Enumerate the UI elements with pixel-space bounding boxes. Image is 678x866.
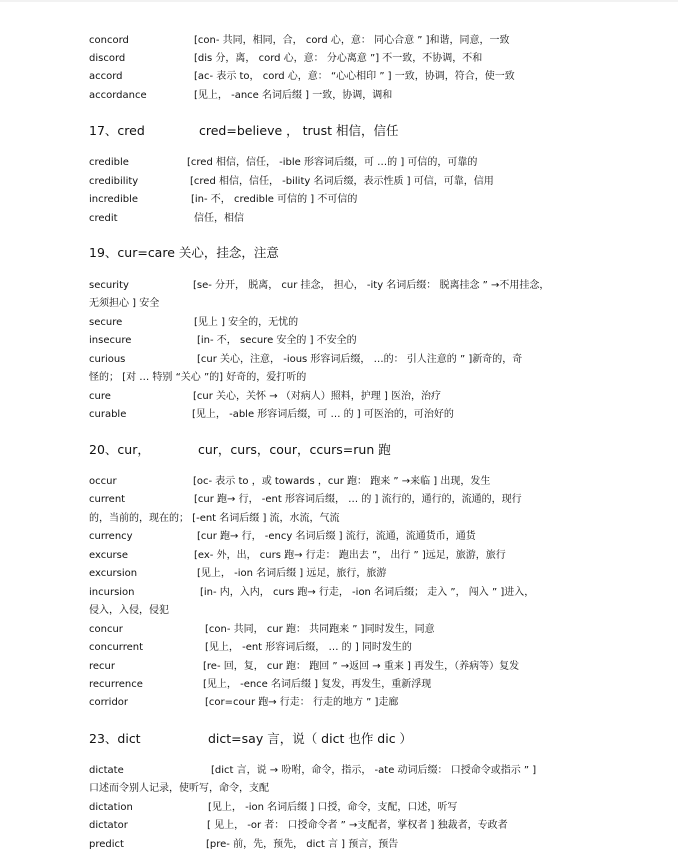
entry-continuation: 口述而令别人记录，使听写，命令，支配 — [89, 783, 269, 794]
section-number: 20、cur， — [89, 442, 150, 457]
entry-word: recurrence — [89, 679, 143, 690]
entry-definition: [见上， -ence 名词后缀 ] 复发，再发生，重新浮现 — [203, 679, 432, 690]
entry-word: secure — [89, 317, 123, 328]
entry-word: predict — [89, 839, 124, 850]
entry-definition: [cor=cour 跑→ 行走： 行走的地方 ” ]走廊 — [205, 697, 399, 708]
entry-word: dictate — [89, 765, 124, 776]
entry-definition: [cur 跑→ 行， -ent 形容词后缀， … 的 ] 流行的，通行的，流通的，现行 — [194, 494, 522, 505]
entry-word: cure — [89, 391, 111, 402]
entry-continuation: 的，当前的，现在的； [-ent 名词后缀 ] 流，水流，气流 — [89, 513, 340, 524]
section-root: dict=say 言，说（ dict 也作 dic ） — [208, 731, 413, 746]
entry-word: incredible — [89, 194, 139, 205]
entry-definition: [cred 相信，信任， -ible 形容词后缀，可 …的 ] 可信的，可靠的 — [187, 157, 478, 168]
entry-definition: [cur 跑→ 行， -ency 名词后缀 ] 流行，流通，流通货币，通货 — [197, 531, 476, 542]
entry-word: concurrent — [89, 642, 144, 653]
entry-word: credit — [89, 213, 118, 224]
entry-continuation: 无须担心 ] 安全 — [89, 298, 160, 309]
entry-word: concord — [89, 35, 129, 46]
entry-word: credible — [89, 157, 129, 168]
entry-definition: 信任，相信 — [194, 213, 244, 224]
section-number: 23、dict — [89, 731, 141, 746]
entry-word: curious — [89, 354, 126, 365]
entry-definition: [re- 回，复， cur 跑： 跑回 ” →返回 → 重来 ] 再发生，（养病等）复发 — [203, 661, 520, 672]
entry-word: excursion — [89, 568, 138, 579]
entry-definition: [见上 ] 安全的，无忧的 — [194, 317, 299, 328]
section-number: 17、cred — [89, 123, 145, 138]
entry-word: credibility — [89, 176, 139, 187]
top-divider — [0, 0, 678, 2]
entry-definition: [ac- 表示 to， cord 心，意： “心心相印 ” ] 一致，协调，符合，使一致 — [194, 71, 515, 82]
entry-word: occur — [89, 476, 117, 487]
entry-definition: [oc- 表示 to ，或 towards ，cur 跑： 跑来 ” →来临 ] 出现，发生 — [193, 476, 491, 487]
section-root: cred=believe ， trust 相信，信任 — [199, 123, 399, 138]
entry-word: dictator — [89, 820, 128, 831]
entry-word: discord — [89, 53, 126, 64]
entry-continuation: 怪的； [对 … 特别 “关心 ”的] 好奇的，爱打听的 — [89, 372, 307, 383]
entry-word: current — [89, 494, 126, 505]
entry-definition: [ex- 外，出， curs 跑→ 行走： 跑出去 ”， 出行 ” ]远足，旅游，旅行 — [194, 550, 506, 561]
entry-definition: [con- 共同，相同，合， cord 心，意： 同心合意 ” ]和谐，同意，一致 — [194, 35, 510, 46]
section-number: 19、cur=care 关心，挂念，注意 — [89, 245, 279, 260]
entry-word: excurse — [89, 550, 129, 561]
entry-definition: [cur 关心，注意， -ious 形容词后缀， …的： 引人注意的 ” ]新奇的，奇 — [197, 354, 523, 365]
entry-definition: [dict 言，说 → 吩咐，命令，指示， -ate 动词后缀： 口授命令或指示 ” ] — [211, 765, 537, 776]
entry-word: curable — [89, 409, 127, 420]
entry-continuation: 侵入，入侵，侵犯 — [89, 605, 169, 616]
entry-word: concur — [89, 624, 123, 635]
entry-definition: [in- 不， credible 可信的 ] 不可信的 — [191, 194, 358, 205]
entry-definition: [pre- 前，先，预先， dict 言 ] 预言，预告 — [206, 839, 399, 850]
entry-word: corridor — [89, 697, 129, 708]
section-root: cur，curs，cour，ccurs=run 跑 — [198, 442, 391, 457]
entry-word: accord — [89, 71, 123, 82]
entry-word: security — [89, 280, 129, 291]
entry-definition: [见上， -able 形容词后缀，可 … 的 ] 可医治的，可治好的 — [192, 409, 454, 420]
entry-definition: [见上， -ion 名词后缀 ] 口授，命令，支配，口述，听写 — [208, 802, 458, 813]
entry-word: currency — [89, 531, 133, 542]
entry-word: insecure — [89, 335, 132, 346]
entry-definition: [cred 相信，信任， -bility 名词后缀，表示性质 ] 可信，可靠，信用 — [190, 176, 494, 187]
entry-definition: [in- 不， secure 安全的 ] 不安全的 — [197, 335, 357, 346]
entry-definition: [in- 内，入内， curs 跑→ 行走， -ion 名词后缀； 走入 ”， 闯入 ” ]进入， — [200, 587, 535, 598]
entry-definition: [con- 共同， cur 跑： 共同跑来 ” ]同时发生，同意 — [205, 624, 435, 635]
entry-definition: [见上， -ent 形容词后缀， … 的 ] 同时发生的 — [205, 642, 412, 653]
entry-definition: [见上， -ance 名词后缀 ] 一致，协调，调和 — [194, 90, 393, 101]
entry-word: incursion — [89, 587, 135, 598]
entry-definition: [se- 分开， 脱离， cur 挂念， 担心， -ity 名词后缀： 脱离挂念 ” →不用挂念， — [193, 280, 550, 291]
entry-definition: [cur 关心，关怀 → （对病人）照料，护理 ] 医治，治疗 — [193, 391, 442, 402]
entry-word: accordance — [89, 90, 147, 101]
entry-definition: [dis 分，离， cord 心，意： 分心离意 ”] 不一致，不协调，不和 — [194, 53, 483, 64]
entry-word: recur — [89, 661, 115, 672]
entry-definition: [见上， -ion 名词后缀 ] 远足，旅行，旅游 — [197, 568, 387, 579]
entry-definition: [ 见上， -or 者： 口授命令者 ” →支配者，掌权者 ] 独裁者，专政者 — [207, 820, 508, 831]
entry-word: dictation — [89, 802, 133, 813]
